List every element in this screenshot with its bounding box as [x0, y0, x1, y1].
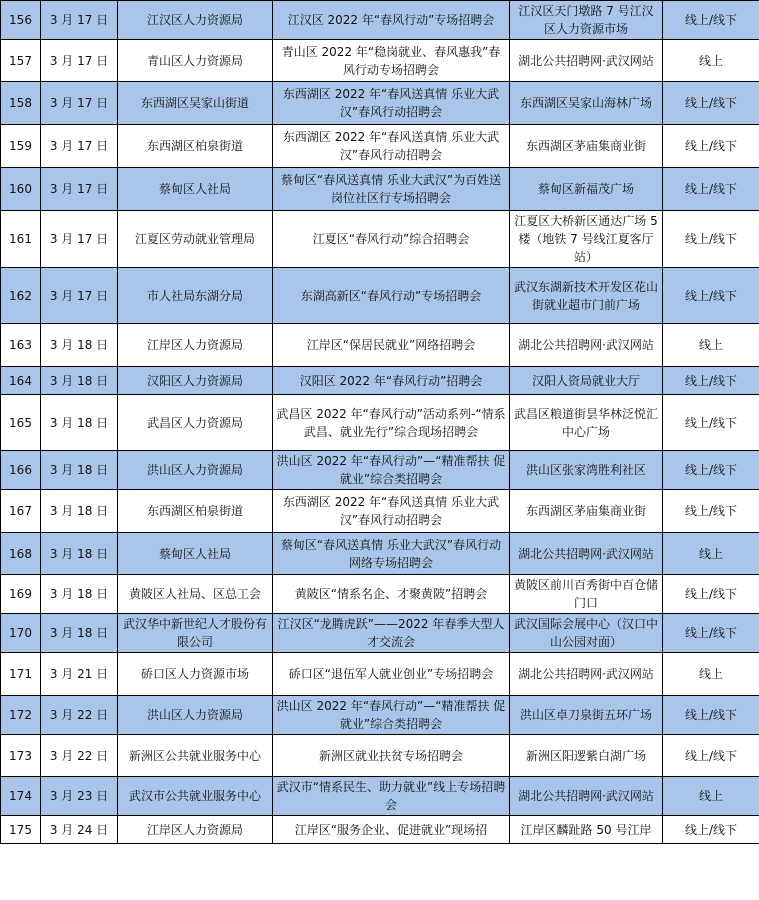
venue-cell: 东西湖区吴家山海林广场 — [510, 82, 663, 125]
table-row — [1, 533, 759, 575]
venue-cell: 武汉国际会展中心（汉口中山公园对面） — [510, 614, 663, 653]
venue-cell: 江岸区麟趾路 50 号江岸 — [510, 816, 663, 844]
row-number-cell: 163 — [1, 324, 41, 367]
venue-cell: 东西湖区茅庙集商业街 — [510, 490, 663, 533]
table-row — [1, 324, 759, 367]
mode-cell: 线上 — [663, 777, 759, 816]
organizer-cell: 汉阳区人力资源局 — [118, 367, 273, 395]
mode-cell: 线上/线下 — [663, 395, 759, 451]
mode-cell: 线上/线下 — [663, 211, 759, 268]
row-number-cell: 171 — [1, 653, 41, 696]
organizer-cell: 东西湖区柏泉街道 — [118, 125, 273, 168]
row-number-cell: 159 — [1, 125, 41, 168]
organizer-cell: 江汉区人力资源局 — [118, 1, 273, 40]
organizer-cell: 新洲区公共就业服务中心 — [118, 735, 273, 777]
date-cell: 3 月 17 日 — [41, 125, 118, 168]
event-title-cell: 硚口区“退伍军人就业创业”专场招聘会 — [273, 653, 510, 696]
table-row — [1, 211, 759, 268]
date-cell: 3 月 17 日 — [41, 211, 118, 268]
event-title-cell: 武昌区 2022 年“春风行动”活动系列-“情系武昌、就业先行”综合现场招聘会 — [273, 395, 510, 451]
row-number-cell: 167 — [1, 490, 41, 533]
mode-cell: 线上/线下 — [663, 125, 759, 168]
event-title-cell: 洪山区 2022 年“春风行动”—“精准帮扶 促就业”综合类招聘会 — [273, 696, 510, 735]
venue-cell: 黄陂区前川百秀街中百仓储门口 — [510, 575, 663, 614]
organizer-cell: 武汉市公共就业服务中心 — [118, 777, 273, 816]
date-cell: 3 月 18 日 — [41, 490, 118, 533]
event-title-cell: 江汉区“龙腾虎跃”——2022 年春季大型人才交流会 — [273, 614, 510, 653]
table-row — [1, 168, 759, 211]
date-cell: 3 月 24 日 — [41, 816, 118, 844]
date-cell: 3 月 18 日 — [41, 395, 118, 451]
table-row — [1, 125, 759, 168]
table-row — [1, 1, 759, 40]
event-title-cell: 东西湖区 2022 年“春风送真情 乐业大武汉”春风行动招聘会 — [273, 125, 510, 168]
mode-cell: 线上 — [663, 324, 759, 367]
organizer-cell: 蔡甸区人社局 — [118, 168, 273, 211]
venue-cell: 汉阳人资局就业大厅 — [510, 367, 663, 395]
event-title-cell: 江夏区“春风行动”综合招聘会 — [273, 211, 510, 268]
mode-cell: 线上/线下 — [663, 614, 759, 653]
venue-cell: 江汉区天门墩路 7 号江汉区人力资源市场 — [510, 1, 663, 40]
row-number-cell: 160 — [1, 168, 41, 211]
venue-cell: 湖北公共招聘网·武汉网站 — [510, 40, 663, 82]
event-title-cell: 黄陂区“情系名企、才聚黄陂”招聘会 — [273, 575, 510, 614]
row-number-cell: 158 — [1, 82, 41, 125]
row-number-cell: 172 — [1, 696, 41, 735]
row-number-cell: 168 — [1, 533, 41, 575]
event-title-cell: 东西湖区 2022 年“春风送真情 乐业大武汉”春风行动招聘会 — [273, 490, 510, 533]
table-row — [1, 490, 759, 533]
date-cell: 3 月 17 日 — [41, 82, 118, 125]
mode-cell: 线上/线下 — [663, 82, 759, 125]
table-row — [1, 696, 759, 735]
organizer-cell: 江岸区人力资源局 — [118, 816, 273, 844]
mode-cell: 线上/线下 — [663, 367, 759, 395]
event-title-cell: 东湖高新区“春风行动”专场招聘会 — [273, 268, 510, 324]
organizer-cell: 江夏区劳动就业管理局 — [118, 211, 273, 268]
venue-cell: 湖北公共招聘网·武汉网站 — [510, 533, 663, 575]
date-cell: 3 月 18 日 — [41, 533, 118, 575]
table-row — [1, 395, 759, 451]
mode-cell: 线上 — [663, 653, 759, 696]
venue-cell: 新洲区阳逻紫白湖广场 — [510, 735, 663, 777]
table-row — [1, 82, 759, 125]
date-cell: 3 月 18 日 — [41, 367, 118, 395]
organizer-cell: 武汉华中新世纪人才股份有限公司 — [118, 614, 273, 653]
event-title-cell: 江岸区“保居民就业”网络招聘会 — [273, 324, 510, 367]
mode-cell: 线上/线下 — [663, 696, 759, 735]
venue-cell: 武汉东湖新技术开发区花山街就业超市门前广场 — [510, 268, 663, 324]
date-cell: 3 月 18 日 — [41, 614, 118, 653]
table-row — [1, 735, 759, 777]
table-row — [1, 653, 759, 696]
venue-cell: 湖北公共招聘网·武汉网站 — [510, 324, 663, 367]
venue-cell: 湖北公共招聘网·武汉网站 — [510, 653, 663, 696]
venue-cell: 东西湖区茅庙集商业街 — [510, 125, 663, 168]
row-number-cell: 161 — [1, 211, 41, 268]
organizer-cell: 武昌区人力资源局 — [118, 395, 273, 451]
date-cell: 3 月 18 日 — [41, 575, 118, 614]
organizer-cell: 蔡甸区人社局 — [118, 533, 273, 575]
row-number-cell: 156 — [1, 1, 41, 40]
organizer-cell: 洪山区人力资源局 — [118, 451, 273, 490]
organizer-cell: 东西湖区柏泉街道 — [118, 490, 273, 533]
date-cell: 3 月 22 日 — [41, 735, 118, 777]
event-title-cell: 蔡甸区“春风送真情 乐业大武汉”春风行动网络专场招聘会 — [273, 533, 510, 575]
row-number-cell: 170 — [1, 614, 41, 653]
organizer-cell: 洪山区人力资源局 — [118, 696, 273, 735]
table-row — [1, 614, 759, 653]
row-number-cell: 173 — [1, 735, 41, 777]
event-title-cell: 汉阳区 2022 年“春风行动”招聘会 — [273, 367, 510, 395]
table-row — [1, 268, 759, 324]
organizer-cell: 青山区人力资源局 — [118, 40, 273, 82]
venue-cell: 洪山区张家湾胜利社区 — [510, 451, 663, 490]
venue-cell: 湖北公共招聘网·武汉网站 — [510, 777, 663, 816]
organizer-cell: 硚口区人力资源市场 — [118, 653, 273, 696]
table-row — [1, 777, 759, 816]
date-cell: 3 月 18 日 — [41, 324, 118, 367]
table-row — [1, 40, 759, 82]
event-title-cell: 蔡甸区“春风送真情 乐业大武汉”为百姓送岗位社区行专场招聘会 — [273, 168, 510, 211]
mode-cell: 线上 — [663, 40, 759, 82]
row-number-cell: 175 — [1, 816, 41, 844]
date-cell: 3 月 17 日 — [41, 40, 118, 82]
mode-cell: 线上/线下 — [663, 816, 759, 844]
mode-cell: 线上/线下 — [663, 575, 759, 614]
mode-cell: 线上 — [663, 533, 759, 575]
table-row — [1, 367, 759, 395]
row-number-cell: 174 — [1, 777, 41, 816]
table-row — [1, 816, 759, 844]
event-title-cell: 江岸区“服务企业、促进就业”现场招 — [273, 816, 510, 844]
organizer-cell: 黄陂区人社局、区总工会 — [118, 575, 273, 614]
mode-cell: 线上/线下 — [663, 451, 759, 490]
event-title-cell: 东西湖区 2022 年“春风送真情 乐业大武汉”春风行动招聘会 — [273, 82, 510, 125]
date-cell: 3 月 17 日 — [41, 268, 118, 324]
row-number-cell: 164 — [1, 367, 41, 395]
date-cell: 3 月 21 日 — [41, 653, 118, 696]
venue-cell: 武昌区粮道街昙华林泛悦汇中心广场 — [510, 395, 663, 451]
date-cell: 3 月 22 日 — [41, 696, 118, 735]
organizer-cell: 江岸区人力资源局 — [118, 324, 273, 367]
row-number-cell: 157 — [1, 40, 41, 82]
row-number-cell: 169 — [1, 575, 41, 614]
table-row — [1, 575, 759, 614]
row-number-cell: 166 — [1, 451, 41, 490]
date-cell: 3 月 23 日 — [41, 777, 118, 816]
mode-cell: 线上/线下 — [663, 490, 759, 533]
mode-cell: 线上/线下 — [663, 268, 759, 324]
event-title-cell: 洪山区 2022 年“春风行动”—“精准帮扶 促就业”综合类招聘会 — [273, 451, 510, 490]
event-title-cell: 武汉市“情系民生、助力就业”线上专场招聘会 — [273, 777, 510, 816]
organizer-cell: 市人社局东湖分局 — [118, 268, 273, 324]
event-title-cell: 江汉区 2022 年“春风行动”专场招聘会 — [273, 1, 510, 40]
row-number-cell: 165 — [1, 395, 41, 451]
event-title-cell: 新洲区就业扶贫专场招聘会 — [273, 735, 510, 777]
table-row — [1, 451, 759, 490]
date-cell: 3 月 18 日 — [41, 451, 118, 490]
row-number-cell: 162 — [1, 268, 41, 324]
date-cell: 3 月 17 日 — [41, 168, 118, 211]
venue-cell: 蔡甸区新福茂广场 — [510, 168, 663, 211]
venue-cell: 洪山区卓刀泉街五环广场 — [510, 696, 663, 735]
venue-cell: 江夏区大桥新区通达广场 5 楼（地铁 7 号线江夏客厅站） — [510, 211, 663, 268]
mode-cell: 线上/线下 — [663, 1, 759, 40]
event-title-cell: 青山区 2022 年“稳岗就业、春风惠我”春风行动专场招聘会 — [273, 40, 510, 82]
mode-cell: 线上/线下 — [663, 735, 759, 777]
date-cell: 3 月 17 日 — [41, 1, 118, 40]
mode-cell: 线上/线下 — [663, 168, 759, 211]
organizer-cell: 东西湖区吴家山街道 — [118, 82, 273, 125]
